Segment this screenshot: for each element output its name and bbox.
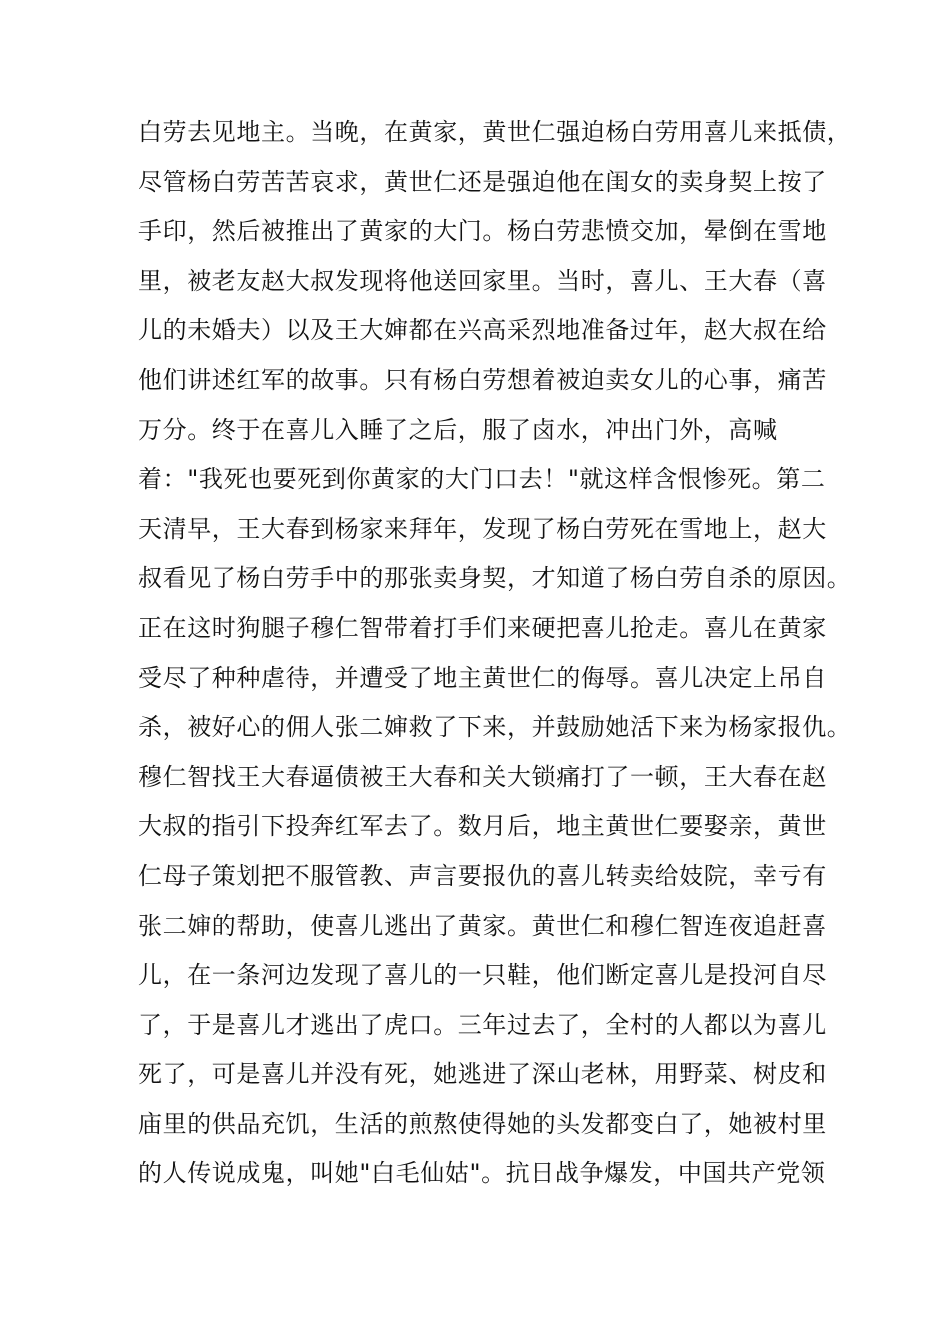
text-line: 天清早，王大春到杨家来拜年，发现了杨白劳死在雪地上，赵大 [138,514,827,543]
text-line: 张二婶的帮助，使喜儿逃出了黄家。黄世仁和穆仁智连夜追赶喜 [138,911,827,940]
text-line: 的人传说成鬼，叫她"白毛仙姑"。抗日战争爆发，中国共产党领 [138,1159,826,1188]
text-line: 尽管杨白劳苦苦哀求，黄世仁还是强迫他在闺女的卖身契上按了 [138,167,827,196]
text-line: 了，于是喜儿才逃出了虎口。三年过去了，全村的人都以为喜儿 [138,1010,827,1039]
text-line: 受尽了种种虐待，并遭受了地主黄世仁的侮辱。喜儿决定上吊自 [138,663,827,692]
body-text [138,108,852,1199]
text-line: 他们讲述红军的故事。只有杨白劳想着被迫卖女儿的心事，痛苦 [138,365,827,394]
text-line: 正在这时狗腿子穆仁智带着打手们来硬把喜儿抢走。喜儿在黄家 [138,613,827,642]
text-line: 万分。终于在喜儿入睡了之后，服了卤水，冲出门外，高喊 [138,415,778,444]
text-line: 穆仁智找王大春逼债被王大春和关大锁痛打了一顿，王大春在赵 [138,762,827,791]
text-line: 儿的未婚夫）以及王大婶都在兴高采烈地准备过年，赵大叔在给 [138,316,827,345]
text-line: 儿，在一条河边发现了喜儿的一只鞋，他们断定喜儿是投河自尽 [138,961,827,990]
text-line: 仁母子策划把不服管教、声言要报仇的喜儿转卖给妓院，幸亏有 [138,861,827,890]
text-line: 死了，可是喜儿并没有死，她逃进了深山老林，用野菜、树皮和 [138,1060,827,1089]
text-line: 着："我死也要死到你黄家的大门口去！"就这样含恨惨死。第二 [138,465,826,494]
text-line: 叔看见了杨白劳手中的那张卖身契，才知道了杨白劳自杀的原因。 [138,564,852,593]
text-line: 杀，被好心的佣人张二婶救了下来，并鼓励她活下来为杨家报仇。 [138,713,852,742]
text-line: 庙里的供品充饥，生活的煎熬使得她的头发都变白了，她被村里 [138,1109,827,1138]
text-line: 大叔的指引下投奔红军去了。数月后，地主黄世仁要娶亲，黄世 [138,812,827,841]
text-line: 里，被老友赵大叔发现将他送回家里。当时，喜儿、王大春（喜 [138,266,827,295]
text-line: 白劳去见地主。当晚，在黄家，黄世仁强迫杨白劳用喜儿来抵债， [138,118,852,146]
text-line: 手印，然后被推出了黄家的大门。杨白劳悲愤交加，晕倒在雪地 [138,217,827,246]
